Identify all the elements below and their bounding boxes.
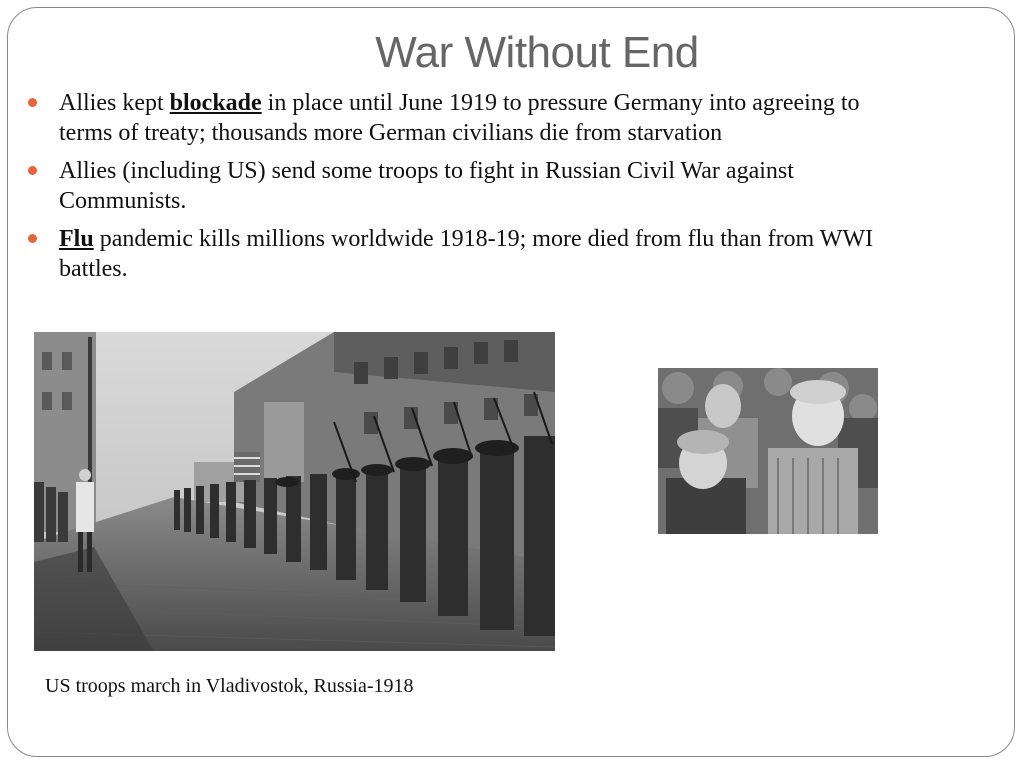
bullet-dot-icon xyxy=(28,98,37,107)
bullet-dot-icon xyxy=(28,234,37,243)
troops-march-photo xyxy=(34,332,555,651)
bullet-item-flu xyxy=(28,224,908,284)
bullet-lead: Allies kept xyxy=(59,90,170,116)
children-portrait-photo xyxy=(658,368,878,534)
bullet-item-russian-civil-war xyxy=(28,156,908,216)
bullet-rest: in place until June 1919 to pressure Germany into agreeing to terms of treaty; thousands more German civilians die from starvation xyxy=(59,90,860,146)
bullet-keyword: blockade xyxy=(169,90,262,116)
slide-title: War Without End xyxy=(375,28,699,77)
photo-caption: US troops march in Vladivostok, Russia-1918 xyxy=(45,675,414,697)
bullet-list xyxy=(28,88,908,292)
bullet-item-blockade xyxy=(28,88,908,148)
bullet-rest: pandemic kills millions worldwide 1918-19; more died from flu than from WWI battles. xyxy=(59,226,874,282)
bullet-dot-icon xyxy=(28,166,37,175)
bullet-keyword: Flu xyxy=(59,226,94,252)
bullet-text: Allies (including US) send some troops to fight in Russian Civil War against Communists. xyxy=(59,158,794,214)
